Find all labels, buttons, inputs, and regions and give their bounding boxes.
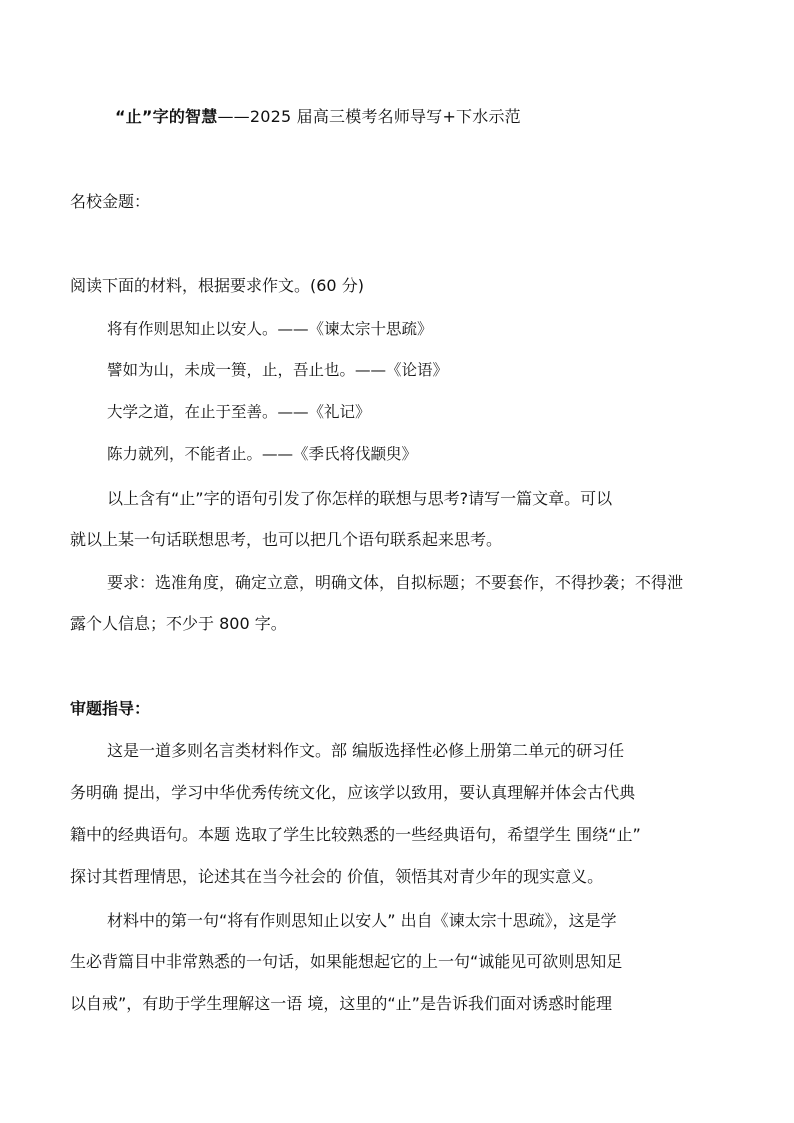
title-subtitle: ——2025 届高三模考名师导写+下水示范	[217, 107, 521, 126]
requirements-line-1: 要求：选准角度，确定立意，明确文体，自拟标题；不要套作，不得抄袭；不得泄	[107, 573, 684, 592]
guide-para1-line-2: 务明确 提出，学习中华优秀传统文化，应该学以致用，要认真理解并体会古代典	[70, 783, 636, 802]
guide-para1-line-1: 这是一道多则名言类材料作文。部 编版选择性必修上册第二单元的研习任	[107, 741, 625, 760]
title-bold-part: “止”字的智慧	[115, 107, 218, 126]
guide-para2-line-2: 生必背篇目中非常熟悉的一句话，如果能想起它的上一句“诚能见可欲则思知足	[70, 952, 623, 971]
prompt-line-1: 以上含有“止”字的语句引发了你怎样的联想与思考?请写一篇文章。可以	[107, 489, 613, 508]
quote-1: 将有作则思知止以安人。——《谏太宗十思疏》	[107, 320, 433, 338]
guide-para2-line-3: 以自戒”，有助于学生理解这一语 境，这里的“止”是告诉我们面对诱惑时能理	[70, 994, 612, 1013]
requirements-line-2: 露个人信息；不少于 800 字。	[70, 614, 287, 633]
quote-2: 譬如为山，未成一篑，止，吾止也。——《论语》	[107, 361, 449, 379]
document-title	[115, 107, 521, 127]
guide-heading: 审题指导：	[70, 699, 151, 718]
quote-4: 陈力就列，不能者止。——《季氏将伐颛臾》	[107, 445, 418, 463]
quote-3: 大学之道，在止于至善。——《礼记》	[107, 403, 371, 421]
instruction-text: 阅读下面的材料，根据要求作文。(60 分)	[70, 276, 364, 295]
question-heading: 名校金题：	[70, 192, 151, 211]
prompt-line-2: 就以上某一句话联想思考，也可以把几个语句联系起来思考。	[70, 530, 503, 549]
guide-para1-line-3: 籍中的经典语句。本题 选取了学生比较熟悉的一些经典语句，希望学生 围绕“止”	[70, 825, 641, 844]
guide-para1-line-4: 探讨其哲理情思，论述其在当今社会的 价值，领悟其对青少年的现实意义。	[70, 867, 604, 886]
guide-para2-line-1: 材料中的第一句“将有作则思知止以安人” 出自《谏太宗十思疏》，这是学	[107, 911, 617, 930]
